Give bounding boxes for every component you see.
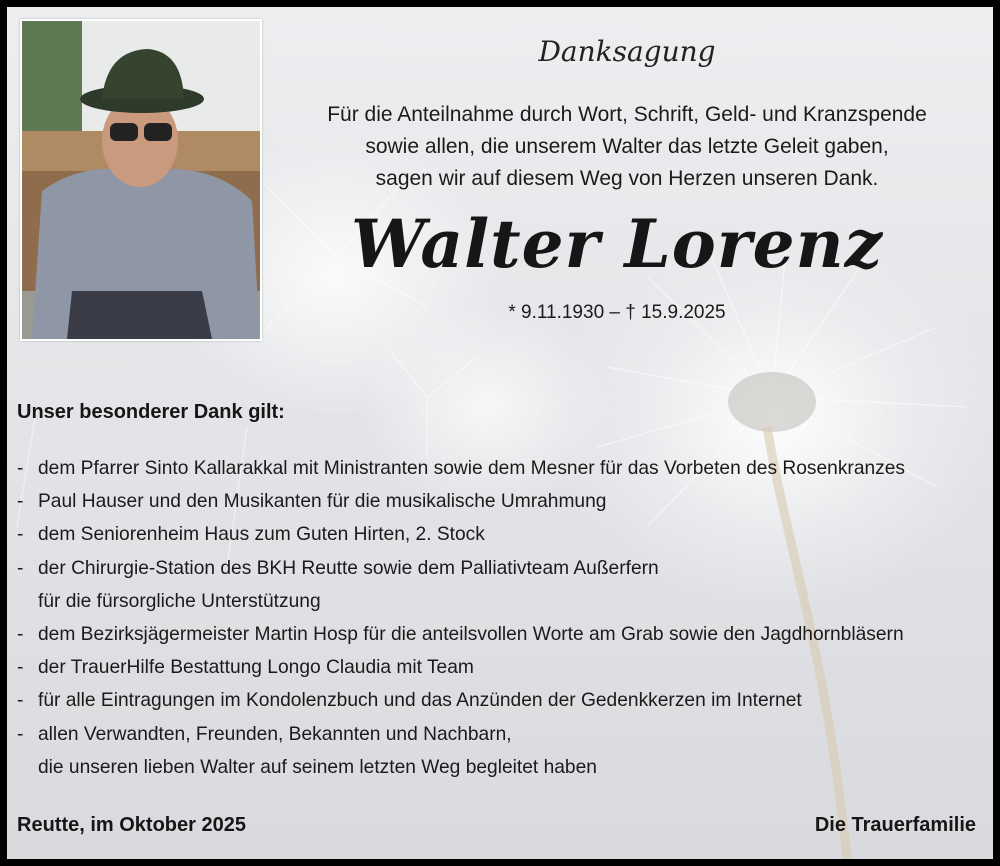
- list-item-text: [38, 651, 474, 684]
- deceased-name: Walter Lorenz: [350, 205, 884, 283]
- heading-danksagung: Danksagung: [538, 35, 716, 68]
- signature-family: Die Trauerfamilie: [814, 814, 976, 836]
- list-item: [17, 552, 987, 618]
- list-item-text: [38, 452, 905, 485]
- list-item-line: allen Verwandten, Freunden, Bekannten und Nachbarn,: [38, 723, 512, 745]
- intro-line: sowie allen, die unserem Walter das letzte Geleit gaben,: [365, 135, 889, 158]
- portrait-photo: [20, 19, 262, 341]
- list-dash: -: [17, 557, 24, 579]
- list-dash: -: [17, 624, 24, 646]
- list-item-text: [38, 518, 485, 551]
- list-item: [17, 518, 987, 551]
- list-item-text: [38, 552, 659, 618]
- list-dash: -: [17, 723, 24, 745]
- list-item-text: [38, 618, 904, 651]
- place-date: Reutte, im Oktober 2025: [17, 814, 246, 836]
- list-item-line: dem Seniorenheim Haus zum Guten Hirten, 2. Stock: [38, 524, 485, 546]
- list-item-line: Paul Hauser und den Musikanten für die musikalische Umrahmung: [38, 491, 607, 513]
- list-item: [17, 452, 987, 485]
- list-item-line: dem Bezirksjägermeister Martin Hosp für die anteilsvollen Worte am Grab sowie den Jagdhornbläsern: [38, 624, 904, 646]
- obituary-card: [7, 7, 993, 859]
- list-dash: -: [17, 458, 24, 479]
- list-item: [17, 651, 987, 684]
- list-dash: -: [17, 690, 24, 712]
- list-item-line: für die fürsorgliche Unterstützung: [38, 590, 321, 612]
- list-item-text: [38, 718, 597, 784]
- list-item-text: [38, 485, 606, 518]
- list-dash: -: [17, 657, 24, 679]
- list-item: [17, 684, 987, 717]
- life-dates: * 9.11.1930 – † 15.9.2025: [508, 302, 726, 323]
- list-dash: -: [17, 524, 24, 546]
- list-item: [17, 618, 987, 651]
- list-item-line: der TrauerHilfe Bestattung Longo Claudia mit Team: [38, 657, 474, 679]
- list-item-line: dem Pfarrer Sinto Kallarakkal mit Ministranten sowie dem Mesner für das Vorbeten des Rosenkranzes: [38, 458, 906, 479]
- list-dash: -: [17, 491, 24, 513]
- list-item-text: [38, 684, 802, 717]
- thanks-heading: Unser besonderer Dank gilt:: [17, 401, 285, 423]
- list-item: [17, 718, 987, 784]
- intro-line: Für die Anteilnahme durch Wort, Schrift, Geld- und Kranzspende: [327, 103, 927, 126]
- list-item-line: der Chirurgie-Station des BKH Reutte sowie dem Palliativteam Außerfern: [38, 557, 659, 579]
- intro-text: [307, 99, 947, 195]
- list-item: [17, 485, 987, 518]
- list-item-line: für alle Eintragungen im Kondolenzbuch und das Anzünden der Gedenkkerzen im Internet: [38, 690, 802, 712]
- thanks-list: [17, 452, 987, 784]
- list-item-line: die unseren lieben Walter auf seinem letzten Weg begleitet haben: [38, 756, 597, 778]
- intro-line: sagen wir auf diesem Weg von Herzen unseren Dank.: [375, 167, 879, 190]
